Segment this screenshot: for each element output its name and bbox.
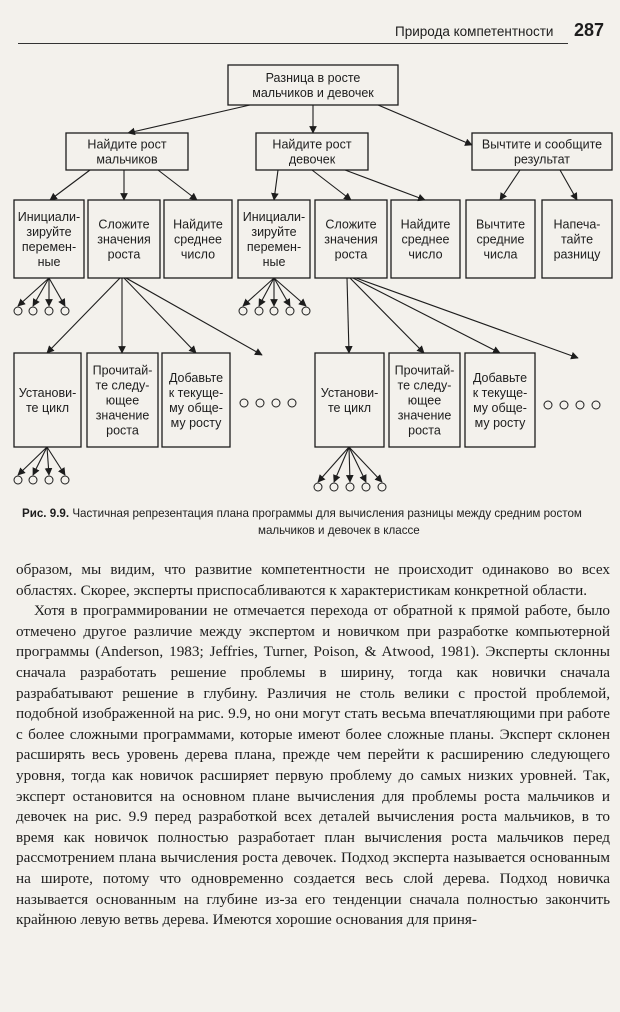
node-text-g-init: Инициали-	[242, 210, 306, 224]
bloop-arrow-1	[33, 447, 47, 475]
node-text-g-init: ные	[262, 255, 286, 269]
node-text-b-loop: те цикл	[25, 401, 70, 415]
gloop-arrow-0	[318, 447, 349, 482]
node-text-girls: Найдите рост	[272, 137, 352, 152]
edge-girls-avg	[345, 170, 425, 200]
gloop-leaf-1	[330, 483, 338, 491]
node-text-g-read: значение	[397, 408, 452, 423]
node-text-b-read: ющее	[105, 393, 140, 408]
node-text-g-read: те следу-	[397, 378, 452, 393]
edge-root-result	[378, 105, 472, 145]
node-text-g-avg: число	[408, 247, 443, 262]
gloop-arrow-2	[349, 447, 350, 482]
node-text-result: Вычтите и сообщите	[481, 137, 603, 152]
edge-girls-sum	[312, 170, 351, 200]
edge-root-boys	[128, 105, 250, 133]
node-text-g-loop: Установи-	[320, 386, 379, 400]
body-text	[16, 560, 610, 931]
node-text-b-read: значение	[95, 408, 150, 423]
gloop-arrow-4	[349, 447, 382, 482]
node-text-g-avg: Найдите	[400, 217, 451, 232]
gloop-leaf-2	[346, 483, 354, 491]
node-text-b-avg: Найдите	[173, 217, 223, 232]
ginit-arrow-0	[243, 278, 274, 306]
gloop-leaf-3	[362, 483, 370, 491]
program-plan-tree-diagram	[0, 55, 620, 500]
node-text-r-print: Напеча-	[553, 217, 601, 232]
gloop-leaf-0	[314, 483, 322, 491]
node-text-g-add: му росту	[474, 416, 526, 430]
binit-arrow-0	[18, 278, 49, 306]
page-number: 287	[574, 20, 605, 40]
binit-leaf-0	[14, 307, 22, 315]
ellipsis-left-2	[272, 399, 280, 407]
binit-arrow-3	[49, 278, 65, 306]
node-text-b-add: му росту	[170, 416, 222, 430]
edge-boys-init	[50, 170, 90, 200]
node-text-b-sum: значения	[97, 232, 151, 247]
ellipsis-left-1	[256, 399, 264, 407]
gloop-arrow-3	[349, 447, 366, 482]
node-text-b-init: перемен-	[21, 240, 77, 254]
bloop-leaf-3	[61, 476, 69, 484]
node-text-b-read: Прочитай-	[92, 363, 153, 378]
node-text-g-sum: значения	[324, 232, 378, 247]
ginit-arrow-1	[259, 278, 274, 306]
edge-boys-avg	[158, 170, 197, 200]
node-text-girls: девочек	[288, 152, 336, 167]
ginit-arrow-3	[274, 278, 290, 306]
header-rule	[18, 43, 568, 44]
node-text-r-print: тайте	[560, 232, 594, 247]
ginit-arrow-4	[274, 278, 306, 306]
ginit-leaf-4	[302, 307, 310, 315]
caption-text-line2: мальчиков и девочек в классе	[258, 524, 420, 537]
node-text-b-sum: Сложите	[98, 217, 150, 232]
node-text-b-init: зируйте	[26, 225, 72, 239]
edge-bsum-more	[126, 278, 262, 355]
node-text-b-add: к текуще-	[168, 386, 224, 400]
caption-label: Рис. 9.9.	[22, 507, 70, 520]
node-text-b-avg: число	[180, 247, 216, 262]
node-text-b-init: Инициали-	[17, 210, 81, 224]
node-text-b-avg: среднее	[174, 232, 222, 247]
node-text-b-sum: роста	[107, 247, 141, 262]
binit-leaf-2	[45, 307, 53, 315]
gloop-arrow-1	[334, 447, 349, 482]
node-text-g-loop: те цикл	[327, 401, 372, 415]
ginit-leaf-1	[255, 307, 263, 315]
node-text-g-init: зируйте	[251, 225, 297, 239]
binit-leaf-1	[29, 307, 37, 315]
ginit-leaf-2	[270, 307, 278, 315]
bloop-arrow-3	[47, 447, 65, 475]
binit-leaf-3	[61, 307, 69, 315]
ellipsis-right-0	[544, 401, 552, 409]
node-text-root: Разница в росте	[265, 71, 361, 85]
ellipsis-left-3	[288, 399, 296, 407]
node-box-b-loop	[14, 353, 81, 447]
edge-bsum-loop	[47, 278, 120, 353]
bloop-arrow-0	[18, 447, 47, 475]
node-text-g-add: Добавьте	[472, 371, 528, 385]
node-text-g-sum: роста	[334, 247, 368, 262]
node-box-b-add	[162, 353, 230, 447]
edge-gsum-add	[353, 278, 500, 353]
running-header-title: Природа компетентности	[395, 24, 554, 39]
gloop-leaf-4	[378, 483, 386, 491]
bloop-leaf-1	[29, 476, 37, 484]
node-text-g-init: перемен-	[246, 240, 302, 254]
node-text-result: результат	[513, 152, 571, 167]
edge-result-sub	[500, 170, 520, 200]
bloop-arrow-2	[47, 447, 49, 475]
node-text-b-read: те следу-	[95, 378, 150, 393]
node-text-g-add: му обще-	[473, 401, 527, 415]
edge-bsum-add	[124, 278, 196, 353]
node-text-r-sub: числа	[483, 247, 518, 262]
node-text-b-add: Добавьте	[168, 371, 224, 385]
node-text-boys: мальчиков	[96, 152, 158, 167]
node-text-b-loop: Установи-	[18, 386, 77, 400]
edge-result-print	[560, 170, 577, 200]
ellipsis-right-3	[592, 401, 600, 409]
node-text-g-avg: среднее	[401, 232, 450, 247]
node-text-b-add: му обще-	[169, 401, 223, 415]
edge-gsum-loop	[347, 278, 349, 353]
paragraph-1: образом, мы видим, что развитие компетентности не происходит одинаково во всех областях. Скорее, эксперты приспосабливаются к характеристикам конкретной области.	[16, 561, 610, 599]
node-text-g-read: роста	[408, 423, 441, 438]
binit-arrow-1	[33, 278, 49, 306]
caption-text-line1: Частичная репрезентация плана программы для вычисления разницы между средним ростом	[72, 507, 582, 520]
ginit-leaf-0	[239, 307, 247, 315]
node-text-b-init: ные	[37, 255, 61, 269]
ellipsis-right-1	[560, 401, 568, 409]
node-text-r-sub: средние	[476, 232, 525, 247]
node-text-g-add: к текуще-	[472, 386, 528, 400]
node-text-r-print: разницу	[553, 247, 601, 262]
bloop-leaf-0	[14, 476, 22, 484]
figure-caption	[22, 505, 608, 539]
node-text-root: мальчиков и девочек	[252, 86, 374, 100]
node-text-g-read: Прочитай-	[394, 363, 455, 378]
paragraph-2: Хотя в программировании не отмечается перехода от обратной к прямой работе, было отмечено другое различие между экспертом и новичком при разработке компьютерной программы (Anderson, 1983; Jeffries, Turner, Poison, & Atwood, 1981). Эксперты склонны сначала разработать решение проблемы в ширину, тогда как новички сначала разрабатывают решение в глубину. Различия не столь велики с простой проблемой, подобной изображенной на рис. 9.9, но они могут стать весьма впечатляющими при работе с более сложными программами, которые имеют более сложные планы. Эксперт склонен расширять весь уровень дерева плана, прежде чем перейти к расширению следующего уровня, тогда как новичок расширяет первую проблему до самых низких уровней. Так, эксперт остановится на основном плане вычисления для проблемы роста мальчиков и девочек на рис. 9.9 перед разработкой всех деталей вычисления роста мальчиков, в то время как новичок полностью разработает план вычисления роста мальчиков перед рассмотрением плана вычисления роста девочек. Подход эксперта называется основанным на широте, потому что одновременно создается весь слой дерева. Подход новичка называется основанным на глубине из-за его тенденции сначала полностью закончить крайнюю левую ветвь дерева. Имеются хорошие основания для приня-	[16, 602, 610, 929]
node-text-g-sum: Сложите	[325, 217, 377, 232]
node-text-boys: Найдите рост	[87, 137, 167, 152]
bloop-leaf-2	[45, 476, 53, 484]
node-text-r-sub: Вычтите	[475, 217, 526, 232]
node-text-g-read: ющее	[407, 393, 442, 408]
ginit-leaf-3	[286, 307, 294, 315]
node-text-b-read: роста	[106, 423, 139, 438]
node-box-g-add	[465, 353, 535, 447]
ellipsis-left-0	[240, 399, 248, 407]
edge-girls-init	[274, 170, 278, 200]
node-box-g-loop	[315, 353, 384, 447]
ellipsis-right-2	[576, 401, 584, 409]
